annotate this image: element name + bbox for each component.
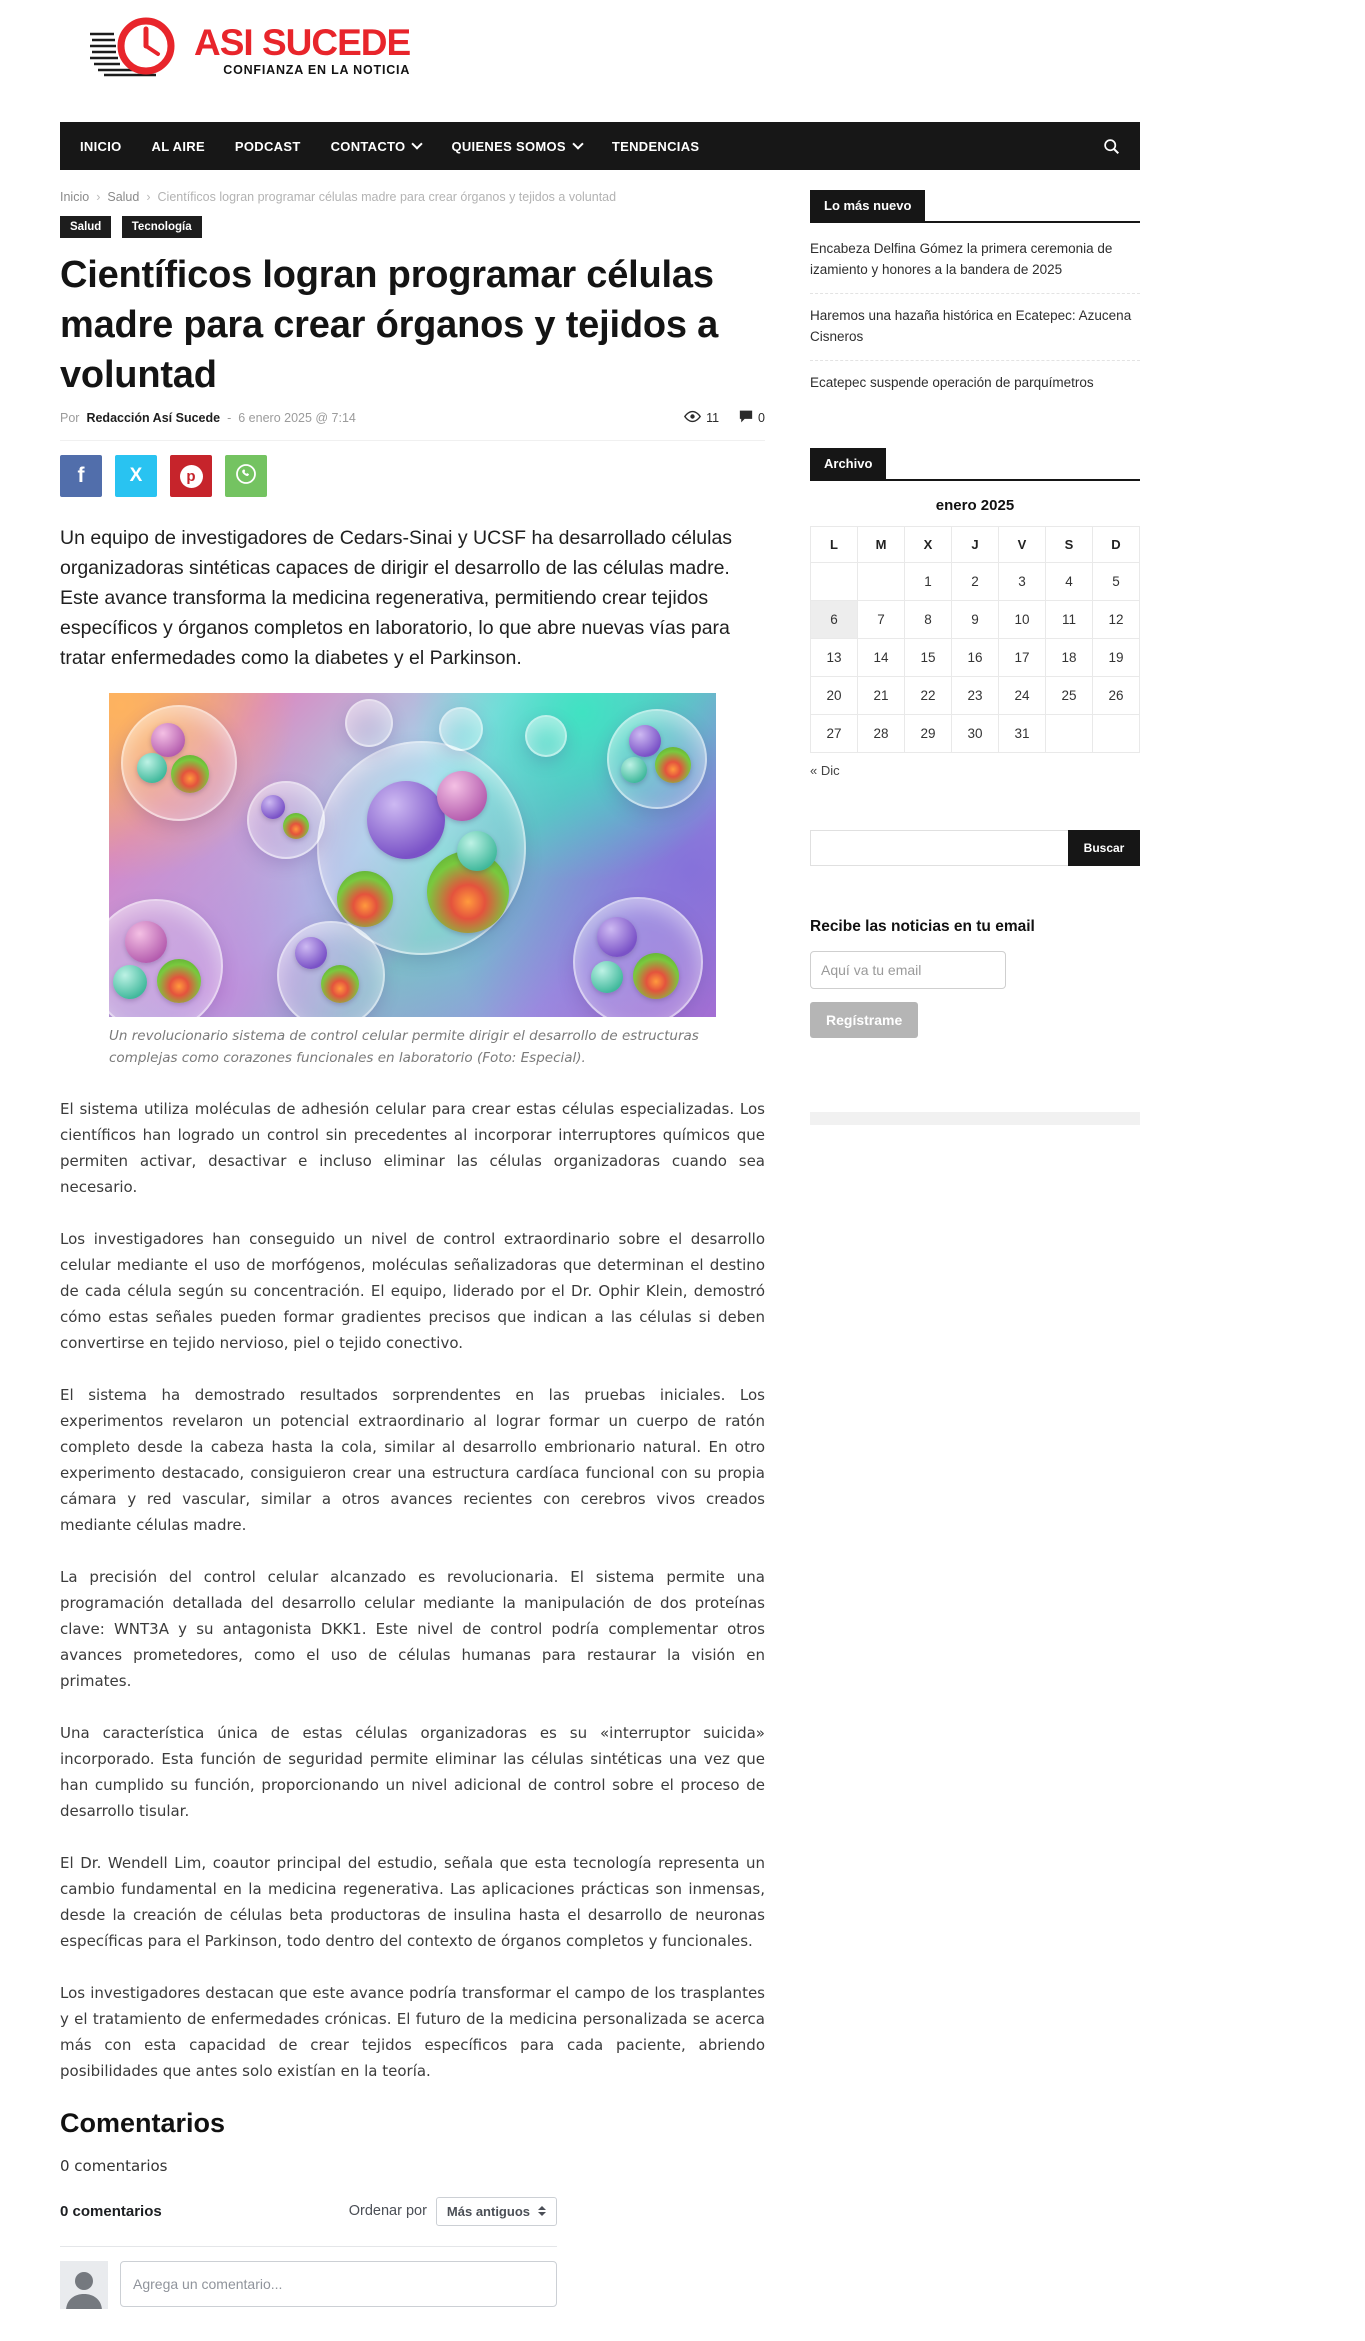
article-figure (109, 693, 716, 1069)
nav-item-quienes-somos[interactable]: QUIENES SOMOS (451, 139, 581, 154)
site-header (60, 0, 1140, 90)
cell-illustration (573, 897, 703, 1017)
publish-date: 6 enero 2025 @ 7:14 (238, 411, 356, 426)
sidebar (810, 190, 1140, 2309)
widget-title-archive: Archivo (810, 448, 886, 479)
calendar-day: 8 (905, 600, 952, 638)
calendar-day: 21 (858, 676, 905, 714)
calendar-day: 11 (1046, 600, 1093, 638)
image-caption: Un revolucionario sistema de control celular permite dirigir el desarrollo de estructuras complejas como corazones funcionales en laboratorio (Foto: Especial). (109, 1028, 699, 1067)
widget-title-latest: Lo más nuevo (810, 190, 925, 221)
share-whatsapp-button[interactable] (225, 455, 267, 497)
chevron-down-icon (412, 138, 423, 149)
nav-item-tendencias[interactable]: TENDENCIAS (611, 138, 700, 154)
newsletter-title: Recibe las noticias en tu email (810, 917, 1035, 935)
x-icon: X (129, 465, 143, 487)
calendar-day: 2 (952, 562, 999, 600)
latest-news-item[interactable]: Encabeza Delfina Gómez la primera ceremonia de izamiento y honores a la bandera de 2025 (810, 227, 1140, 294)
widget-latest-news (810, 190, 1140, 406)
breadcrumb: Inicio › Salud › Científicos logran programar células madre para crear órganos y tejidos a voluntad (60, 190, 617, 204)
share-pinterest-button[interactable] (170, 455, 212, 497)
comments-count: 0 comentarios (60, 2156, 168, 2175)
calendar-day: 30 (952, 714, 999, 752)
sort-label: Ordenar por (348, 2203, 427, 2220)
cell-illustration (439, 707, 483, 751)
comment-input[interactable] (120, 2261, 557, 2307)
cell-illustration (277, 921, 385, 1017)
calendar-day: 23 (952, 676, 999, 714)
sidebar-search-form (810, 830, 1140, 866)
calendar-day (811, 562, 858, 600)
cell-illustration (121, 705, 237, 821)
calendar-day (1093, 714, 1140, 752)
calendar-day (858, 562, 905, 600)
pinterest-icon: p (180, 465, 203, 488)
facebook-comments-plugin (60, 2197, 557, 2309)
views-counter: 11 (684, 410, 719, 426)
divider (60, 2246, 557, 2247)
cell-illustration (247, 781, 325, 859)
avatar (60, 2261, 108, 2309)
article-lead: Un equipo de investigadores de Cedars-Sinai y UCSF ha desarrollado células organizadoras sintéticas capaces de dirigir el desarrollo de las células madre. Este avance transforma la medicina regenerativa, permitiendo crear tejidos específicos y órganos completos en laboratorio, lo que abre nuevas vías para tratar enfermedades como la diabetes y el Parkinson. (60, 527, 733, 670)
sidebar-search-button[interactable]: Buscar (1068, 830, 1140, 866)
tag-salud[interactable]: Salud (60, 216, 111, 238)
cell-illustration (345, 699, 393, 747)
share-x-button[interactable] (115, 455, 157, 497)
calendar-day: 26 (1093, 676, 1140, 714)
calendar-day (1046, 714, 1093, 752)
article-paragraph: Los investigadores han conseguido un nivel de control extraordinario sobre el desarrollo celular mediante el uso de morfógenos, moléculas señalizadoras que determinan el destino de cada célula según su concentración. El equipo, liderado por el Dr. Ophir Klein, demostró cómo estas señales pueden formar gradientes precisos que indican a las células si deben convertirse en tejido nervioso, piel o tejido conectivo. (60, 1229, 765, 1352)
clock-logo-icon (88, 14, 188, 87)
calendar-day-today[interactable]: 6 (811, 600, 858, 638)
fb-comments-count: 0 comentarios (60, 2202, 162, 2220)
calendar-day: 28 (858, 714, 905, 752)
cell-illustration (109, 899, 223, 1017)
calendar-month: enero 2025 (935, 496, 1015, 514)
calendar-day: 10 (999, 600, 1046, 638)
calendar-day: 29 (905, 714, 952, 752)
sort-arrows-icon (538, 2206, 546, 2216)
calendar-day: 9 (952, 600, 999, 638)
article-image (109, 693, 716, 1017)
page-title: Científicos logran programar células madre para crear órganos y tejidos a voluntad (60, 254, 719, 397)
cell-illustration (525, 715, 567, 757)
tag-tecnologia[interactable]: Tecnología (122, 216, 202, 238)
calendar-day: 4 (1046, 562, 1093, 600)
article-paragraph: Una característica única de estas células organizadoras es su «interruptor suicida» incorporado. Esta función de seguridad permite eliminar las células sintéticas una vez que han cumplido su función, proporcionando un nivel adicional de control sobre el proceso de desarrollo tisular. (60, 1723, 765, 1820)
newsletter-submit-button[interactable]: Regístrame (810, 1002, 918, 1038)
cell-illustration (607, 709, 707, 809)
breadcrumb-section[interactable]: Salud (107, 190, 140, 204)
article-paragraph: La precisión del control celular alcanzado es revolucionaria. El sistema permite una programación detallada del desarrollo celular mediante la manipulación de dos proteínas clave: WNT3A y su antagonista DKK1. Este nivel de control podría complementar otros avances prometedores, como el uso de células humanas para restaurar la visión en primates. (60, 1567, 765, 1690)
newsletter-widget (810, 918, 1140, 1038)
logo-tagline: CONFIANZA EN LA NOTICIA (223, 63, 411, 77)
article-paragraph: El sistema ha demostrado resultados sorprendentes en las pruebas iniciales. Los experimentos revelaron un potencial extraordinario al lograr formar un cuerpo de ratón completo desde la cabeza hasta la cola, similar al desarrollo embrionario natural. En otro experimento destacado, consiguieron crear una estructura cardíaca funcional con su propia cámara y red vascular, similar a otros avances recientes con cerebros vivos creados mediante células madre. (60, 1385, 765, 1534)
ad-placeholder-bar (810, 1112, 1140, 1125)
latest-news-item[interactable]: Ecatepec suspende operación de parquímetros (810, 374, 1094, 390)
calendar-day: 27 (811, 714, 858, 752)
sort-order-dropdown[interactable]: Más antiguos (436, 2197, 557, 2226)
calendar-day: 1 (905, 562, 952, 600)
site-logo[interactable] (88, 14, 1140, 87)
share-facebook-button[interactable] (60, 455, 102, 497)
latest-news-item[interactable]: Haremos una hazaña histórica en Ecatepec: Azucena Cisneros (810, 294, 1140, 361)
widget-archive (810, 448, 1140, 780)
calendar-day: 14 (858, 638, 905, 676)
facebook-icon: f (77, 464, 85, 488)
calendar-day: 31 (999, 714, 1046, 752)
calendar-day: 18 (1046, 638, 1093, 676)
article-column (60, 190, 765, 2309)
calendar-day: 22 (905, 676, 952, 714)
calendar-day: 5 (1093, 562, 1140, 600)
nav-item-contacto[interactable]: CONTACTO (331, 139, 422, 154)
calendar-day: 20 (811, 676, 858, 714)
main-nav (60, 122, 1140, 170)
nav-item-podcast[interactable]: PODCAST (234, 138, 301, 154)
nav-item-inicio[interactable]: INICIO (80, 138, 122, 154)
social-share-row (60, 440, 765, 497)
comments-heading: Comentarios (60, 2107, 226, 2138)
sidebar-search-input[interactable] (810, 830, 1068, 866)
calendar-day: 7 (858, 600, 905, 638)
calendar-day: 16 (952, 638, 999, 676)
byline: Por Redacción Así Sucede - 6 enero 2025 @ 7:14 11 0 (60, 411, 765, 426)
article-paragraph: Los investigadores destacan que este avance podría transformar el campo de los trasplantes y el tratamiento de enfermedades crónicas. El futuro de la medicina personalizada se acerca más con esta capacidad de crear tejidos específicos para cada paciente, abriendo posibilidades que antes solo existían en la teoría. (60, 1983, 765, 2080)
breadcrumb-current: Científicos logran programar células madre para crear órganos y tejidos a voluntad (157, 190, 617, 204)
calendar-day: 24 (999, 676, 1046, 714)
whatsapp-icon (234, 462, 258, 491)
calendar-day: 19 (1093, 638, 1140, 676)
calendar-day: 13 (811, 638, 858, 676)
chevron-down-icon (572, 138, 583, 149)
calendar-day: 17 (999, 638, 1046, 676)
archive-calendar: L M X J V S D 1 2 3 4 5 6 7 8 9 10 11 12 13 14 15 16 17 18 19 20 21 22 23 24 25 26 27 28 29 30 31 (810, 526, 1140, 753)
calendar-day: 3 (999, 562, 1046, 600)
previous-month-link[interactable]: « Dic (810, 762, 840, 778)
breadcrumb-home[interactable]: Inicio (60, 190, 90, 204)
eye-icon (684, 410, 701, 426)
article-paragraph: El sistema utiliza moléculas de adhesión celular para crear estas células especializadas. Los científicos han logrado un control sin precedentes al incorporar interruptores químicos que permiten activar, desactivar e incluso eliminar las células organizadoras cuando sea necesario. (60, 1099, 765, 1196)
calendar-day: 25 (1046, 676, 1093, 714)
search-icon[interactable] (1103, 138, 1120, 155)
tag-list (60, 216, 765, 238)
comments-counter[interactable]: 0 (739, 410, 765, 426)
nav-item-al-aire[interactable]: AL AIRE (151, 138, 205, 154)
calendar-day: 15 (905, 638, 952, 676)
logo-title: ASI SUCEDE (194, 22, 411, 63)
author-link[interactable]: Redacción Así Sucede (86, 411, 221, 426)
calendar-day: 12 (1093, 600, 1140, 638)
article-paragraph: El Dr. Wendell Lim, coautor principal del estudio, señala que esta tecnología representa un cambio fundamental en la medicina regenerativa. Las aplicaciones prácticas son inmensas, desde la creación de células beta productoras de insulina hasta el desarrollo de neuronas específicas para el Parkinson, todo dentro del contexto de órganos completos y funcionales. (60, 1853, 765, 1950)
newsletter-email-input[interactable] (810, 951, 1006, 989)
comment-bubble-icon (739, 410, 753, 426)
